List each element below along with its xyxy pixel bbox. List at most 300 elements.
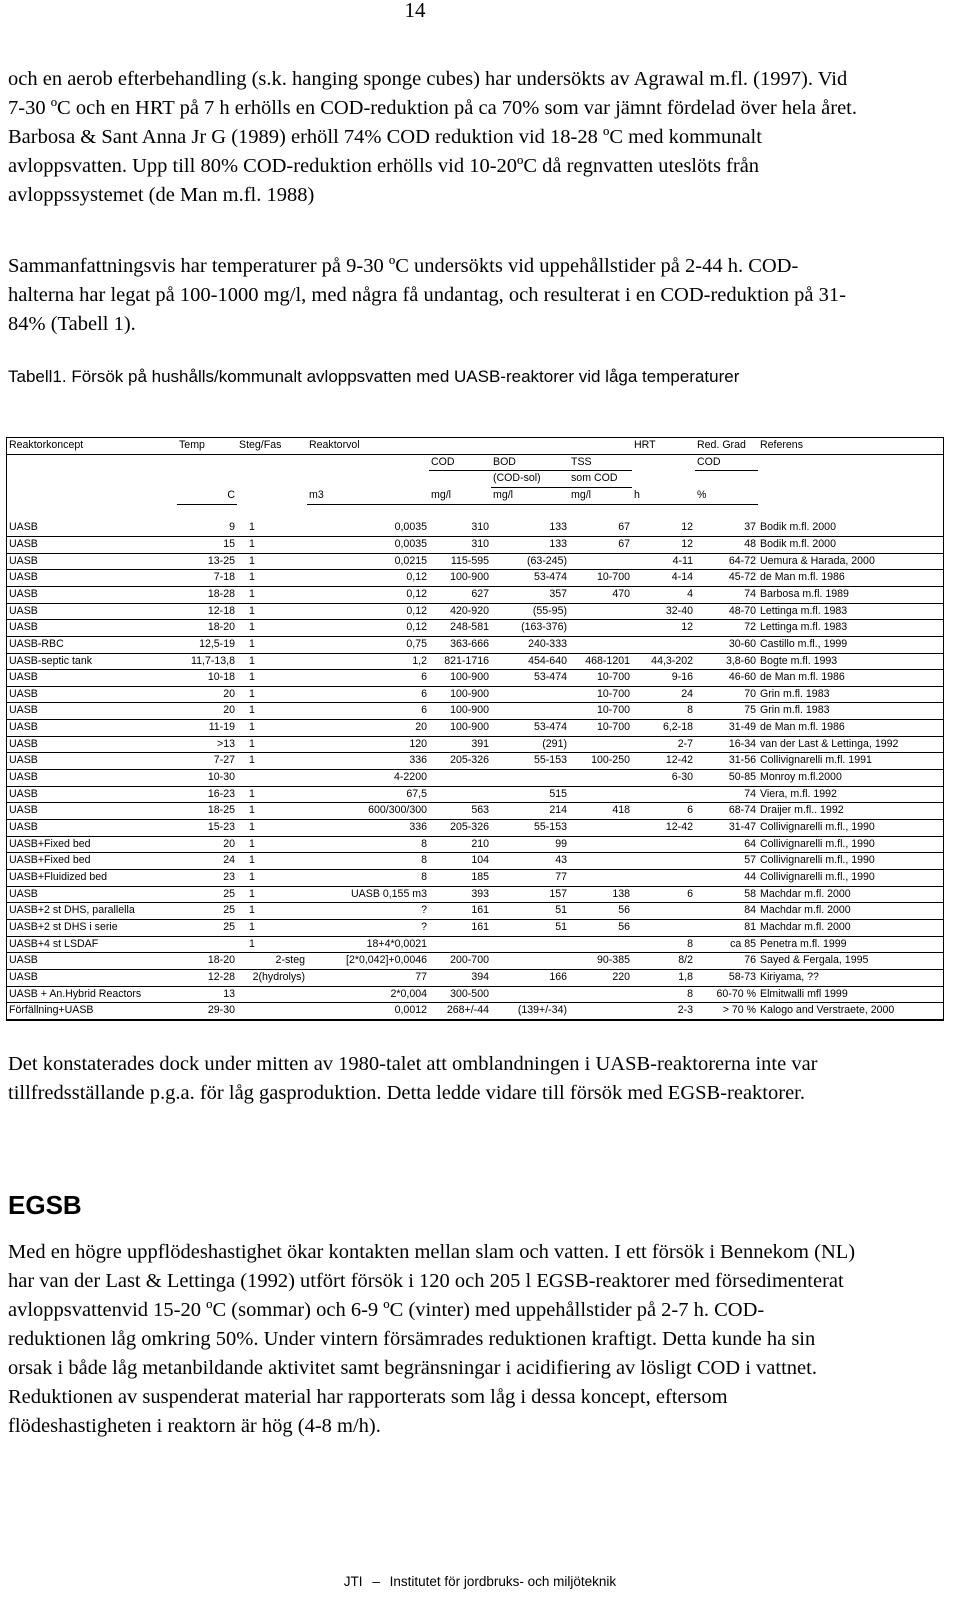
table-cell: Castillo m.fl., 1999 [758,636,943,653]
table-cell: 138 [569,886,632,903]
table-cell: 4 [632,586,695,603]
table-cell [569,553,632,570]
table-cell: 6-30 [632,770,695,787]
table-cell: 55-153 [491,820,569,837]
table-row [7,936,943,953]
table-cell: (291) [491,736,569,753]
table-cell: 9 [177,520,237,536]
table-cell: Lettinga m.fl. 1983 [758,603,943,620]
table-header-row [7,487,943,504]
table-cell: ? [307,903,429,920]
table-cell: 0,12 [307,570,429,587]
table-cell: 20 [307,720,429,737]
table-cell: 7-27 [177,753,237,770]
table-cell: Sayed & Fergala, 1995 [758,953,943,970]
table-cell: 0,12 [307,620,429,637]
table-header-cell: TSS [569,454,632,471]
table-cell: UASB [7,570,177,587]
table-cell: 67,5 [307,786,429,803]
table-caption: Tabell1. Försök på hushålls/kommunalt avloppsvatten med UASB-reaktorer vid låga temperaturer [8,367,740,386]
table-cell: 57 [695,853,758,870]
table-spacer-cell [695,504,758,520]
table-cell: 1 [237,836,307,853]
table-spacer-cell [632,504,695,520]
table-cell: 1 [237,553,307,570]
table-cell: Penetra m.fl. 1999 [758,936,943,953]
table-cell: 1 [237,936,307,953]
table-cell: Kiriyama, ?? [758,969,943,986]
table-cell: 18+4*0,0021 [307,936,429,953]
table-row [7,903,943,920]
table-cell: 18-25 [177,803,237,820]
table-spacer-cell [177,504,237,520]
table-cell [237,986,307,1003]
table-header-cell [695,471,758,488]
table-cell: van der Last & Lettinga, 1992 [758,736,943,753]
table-header-cell [7,454,177,471]
table-row [7,786,943,803]
table-row [7,686,943,703]
table-cell: 1 [237,703,307,720]
table-cell: UASB+4 st LSDAF [7,936,177,953]
table-cell: 133 [491,536,569,553]
table-cell [632,836,695,853]
table-cell: 8 [307,853,429,870]
table-cell [569,603,632,620]
table-cell: 1 [237,786,307,803]
table-cell: 6 [632,886,695,903]
table-cell: 18-20 [177,953,237,970]
table-cell: 393 [429,886,491,903]
table-cell: Machdar m.fl. 2000 [758,920,943,937]
table-header-cell [7,487,177,504]
table-header-cell: m3 [307,487,429,504]
table-cell: 1 [237,520,307,536]
table-cell: 100-900 [429,570,491,587]
table-cell: 1 [237,853,307,870]
table-cell: 56 [569,903,632,920]
table-header-cell [307,471,429,488]
table-cell [632,853,695,870]
table-cell: 205-326 [429,820,491,837]
table-cell: 90-385 [569,953,632,970]
table-row [7,753,943,770]
table-cell: Uemura & Harada, 2000 [758,553,943,570]
table-cell: UASB [7,820,177,837]
table-cell: 200-700 [429,953,491,970]
table-cell: 0,0035 [307,520,429,536]
table-cell: UASB+Fixed bed [7,853,177,870]
table-cell: 185 [429,870,491,887]
table-cell: 0,0215 [307,553,429,570]
table-cell: 0,75 [307,636,429,653]
table-row [7,986,943,1003]
table-spacer-cell [491,504,569,520]
table-header-cell: COD [429,454,491,471]
table-cell: 53-474 [491,670,569,687]
table-row [7,736,943,753]
table-cell: 43 [491,853,569,870]
table-row [7,520,943,536]
table-cell: 3,8-60 [695,653,758,670]
table-cell: 18-20 [177,620,237,637]
table-cell: 68-74 [695,803,758,820]
table-cell: UASB [7,736,177,753]
table-cell: 1 [237,886,307,903]
table-row [7,920,943,937]
table-cell: Kalogo and Verstraete, 2000 [758,1003,943,1020]
table-header-cell [429,438,491,454]
table-header-cell: Steg/Fas [237,438,307,454]
table-cell: 67 [569,536,632,553]
table-cell: 8 [632,936,695,953]
table-header-cell [177,471,237,488]
table-header-cell: COD [695,454,758,471]
table-cell: 74 [695,586,758,603]
table-cell: 25 [177,903,237,920]
page-footer [0,1574,960,1589]
table-cell: UASB + An.Hybrid Reactors [7,986,177,1003]
table-header-row [7,438,943,454]
table-cell: 23 [177,870,237,887]
table-cell: 627 [429,586,491,603]
table-cell: 8 [307,836,429,853]
table-header-row [7,454,943,471]
table-cell [569,870,632,887]
table-cell: 1 [237,686,307,703]
table-cell: 120 [307,736,429,753]
table-header-cell: Referens [758,438,943,454]
table-cell: 161 [429,903,491,920]
table-row [7,703,943,720]
table-cell: Barbosa m.fl. 1989 [758,586,943,603]
table-cell: 6 [307,703,429,720]
table-row [7,603,943,620]
table-cell: 357 [491,586,569,603]
table-cell [429,786,491,803]
table-cell: UASB [7,520,177,536]
table-cell: 31-47 [695,820,758,837]
table-cell: 310 [429,520,491,536]
table-cell: 44 [695,870,758,887]
paragraph-conclusion: Det konstaterades dock under mitten av 1980-talet att omblandningen i UASB-reaktorerna inte var tillfredsställande p.g.a. för låg gasproduktion. Detta ledde vidare till försök med EGSB-reaktorer. [8,1053,818,1104]
table-cell: 20 [177,703,237,720]
table-cell: 60-70 % [695,986,758,1003]
table-cell: 58 [695,886,758,903]
table-cell: 6 [632,803,695,820]
table-cell: 55-153 [491,753,569,770]
table-cell: ? [307,920,429,937]
table-spacer-cell [429,504,491,520]
table-cell: 4-14 [632,570,695,587]
table-cell [632,786,695,803]
table-cell: 31-49 [695,720,758,737]
table-spacer-row [7,504,943,520]
table-cell: Grin m.fl. 1983 [758,686,943,703]
table-cell [632,870,695,887]
table-cell: 1 [237,903,307,920]
table-cell: 563 [429,803,491,820]
table-cell: 454-640 [491,653,569,670]
table-header-cell: (COD-sol) [491,471,569,488]
table-cell: UASB+Fixed bed [7,836,177,853]
table-row [7,836,943,853]
table-cell: 12 [632,520,695,536]
table-header-cell [491,438,569,454]
table-header-cell: Reaktorkoncept [7,438,177,454]
section-heading: EGSB [8,1190,82,1220]
table-cell: 1 [237,920,307,937]
table-cell: 64-72 [695,553,758,570]
table-cell: Bodik m.fl. 2000 [758,536,943,553]
table-cell: 76 [695,953,758,970]
table-header-cell [632,471,695,488]
table-cell [491,953,569,970]
table-header-cell [758,487,943,504]
table-cell: de Man m.fl. 1986 [758,720,943,737]
table-cell: UASB-RBC [7,636,177,653]
table-cell [632,636,695,653]
table-cell: 10-18 [177,670,237,687]
table-cell: UASB [7,786,177,803]
table-cell: Collivignarelli m.fl., 1990 [758,820,943,837]
table-cell: 74 [695,786,758,803]
table-cell: 268+/-44 [429,1003,491,1020]
table-spacer-cell [307,504,429,520]
table-cell: 16-23 [177,786,237,803]
table-cell: 104 [429,853,491,870]
table-cell: 1,2 [307,653,429,670]
table-cell: UASB [7,720,177,737]
table-cell: 81 [695,920,758,937]
table-cell: 1 [237,603,307,620]
table-cell: 248-581 [429,620,491,637]
table-row [7,969,943,986]
table-cell: 2-steg [237,953,307,970]
table-header-cell: h [632,487,695,504]
table-cell: UASB [7,886,177,903]
table-row [7,870,943,887]
table-cell: 336 [307,820,429,837]
table-cell [429,770,491,787]
table-cell: Collivignarelli m.fl., 1990 [758,853,943,870]
table-cell: Lettinga m.fl. 1983 [758,620,943,637]
table-cell: 25 [177,886,237,903]
table-cell: 2-3 [632,1003,695,1020]
footer-dash: – [372,1574,380,1589]
table-cell: Bogte m.fl. 1993 [758,653,943,670]
table-cell: 70 [695,686,758,703]
table-cell [429,936,491,953]
table-cell: 0,12 [307,586,429,603]
table-cell: 12-18 [177,603,237,620]
table-cell: 2-7 [632,736,695,753]
table-cell: 37 [695,520,758,536]
table-cell: 1,8 [632,969,695,986]
table-cell: > 70 % [695,1003,758,1020]
table-cell: 64 [695,836,758,853]
table-cell: 4-2200 [307,770,429,787]
table-cell: 15-23 [177,820,237,837]
table-cell: 157 [491,886,569,903]
table-cell: 515 [491,786,569,803]
table-cell: 300-500 [429,986,491,1003]
table-cell: 10-700 [569,570,632,587]
table-cell [491,686,569,703]
table-row [7,886,943,903]
table-cell: 75 [695,703,758,720]
table-cell: 394 [429,969,491,986]
table-header-cell [758,454,943,471]
table-cell: 1 [237,620,307,637]
table-cell: 7-18 [177,570,237,587]
table-row [7,770,943,787]
table-cell: 1 [237,753,307,770]
table-header-cell [237,471,307,488]
table-header-cell [307,454,429,471]
table-cell: 12 [632,620,695,637]
table-cell: (55-95) [491,603,569,620]
table-cell: 77 [491,870,569,887]
table-cell: 46-60 [695,670,758,687]
table-cell: UASB [7,686,177,703]
table-header-cell [237,454,307,471]
table-cell: Monroy m.fl.2000 [758,770,943,787]
table-header-cell [429,471,491,488]
table-cell: 50-85 [695,770,758,787]
table-cell: 240-333 [491,636,569,653]
table-cell: Machdar m.fl. 2000 [758,886,943,903]
table-cell: 31-56 [695,753,758,770]
table-row [7,953,943,970]
table-cell: 161 [429,920,491,937]
table-cell [569,620,632,637]
table-cell: 100-900 [429,703,491,720]
table-cell [491,703,569,720]
table-cell [569,636,632,653]
table-cell: UASB [7,753,177,770]
table-cell: 210 [429,836,491,853]
table-cell: 13-25 [177,553,237,570]
table-cell [177,936,237,953]
table-header-cell [632,454,695,471]
table-row [7,536,943,553]
table-cell: 470 [569,586,632,603]
table-cell: 99 [491,836,569,853]
page-number: 14 [404,0,426,22]
table-cell: 13 [177,986,237,1003]
table-cell [569,770,632,787]
table-cell: 600/300/300 [307,803,429,820]
table-cell: 12,5-19 [177,636,237,653]
table-cell: [2*0,042]+0,0046 [307,953,429,970]
table-cell: 48-70 [695,603,758,620]
footer-org: JTI [343,1574,363,1589]
paragraph-egsb: Med en högre uppflödeshastighet ökar kontakten mellan slam och vatten. I ett försök i Bennekom (NL) har van der Last & Lettinga (1992) utfört försök i 120 och 205 l EGSB-reaktorer med försedimenterat avloppsvattenvid 15-20 ºC (sommar) och 6-9 ºC (vinter) med uppehållstider på 2-7 h. COD-reduktionen låg omkring 50%. Under vintern försämrades reduktionen kraftigt. Detta kunde ha sin orsak i både låg metanbildande aktivitet samt begränsningar i acidifiering av lösligt COD i vattnet. Reduktionen av suspenderat material har rapporterats som låg i dessa koncept, eftersom flödeshastigheten i reaktorn är hög (4-8 m/h). [8,1241,856,1437]
table-cell: 16-34 [695,736,758,753]
table-cell: UASB [7,586,177,603]
table-row [7,670,943,687]
table-spacer-cell [7,504,177,520]
table-cell: 8/2 [632,953,695,970]
table-cell: 77 [307,969,429,986]
table-cell: 20 [177,686,237,703]
table-row [7,803,943,820]
table-cell: 32-40 [632,603,695,620]
table-cell: 10-700 [569,703,632,720]
table-cell: de Man m.fl. 1986 [758,670,943,687]
table-cell: (139+/-34) [491,1003,569,1020]
table-cell: 214 [491,803,569,820]
table-cell: 1 [237,720,307,737]
table-header-cell: mg/l [491,487,569,504]
table-header-cell [569,438,632,454]
table-cell: 8 [632,703,695,720]
table-cell: 336 [307,753,429,770]
table-cell: 10-700 [569,686,632,703]
table-cell: 1 [237,670,307,687]
table-cell: 6 [307,670,429,687]
table-header-cell: som COD [569,471,632,488]
table-cell: 24 [632,686,695,703]
table-cell [632,903,695,920]
table-cell: UASB [7,536,177,553]
table-cell: 12 [632,536,695,553]
table-row [7,586,943,603]
table-row [7,636,943,653]
table-cell: 310 [429,536,491,553]
table-cell: UASB [7,703,177,720]
table-cell: 468-1201 [569,653,632,670]
table-cell: 51 [491,903,569,920]
table-cell: 391 [429,736,491,753]
data-table [6,437,944,1021]
table-cell: 53-474 [491,720,569,737]
table-row [7,853,943,870]
table-cell [569,853,632,870]
table-row [7,720,943,737]
table-header-row [7,471,943,488]
table-cell: UASB [7,803,177,820]
table-cell: 67 [569,520,632,536]
table-row [7,553,943,570]
table-cell: 15 [177,536,237,553]
table-cell: 6 [307,686,429,703]
table-cell [569,786,632,803]
table-cell: 48 [695,536,758,553]
table-header-cell: HRT [632,438,695,454]
table-cell: 1 [237,586,307,603]
table-cell: 53-474 [491,570,569,587]
table-cell: 133 [491,520,569,536]
table-cell: UASB+2 st DHS i serie [7,920,177,937]
table-cell: UASB [7,953,177,970]
table-cell: 8 [307,870,429,887]
table-cell: 10-30 [177,770,237,787]
table-cell: UASB [7,770,177,787]
table-cell: UASB [7,603,177,620]
table-cell: 45-72 [695,570,758,587]
table-cell: Viera, m.fl. 1992 [758,786,943,803]
table-cell: 12-42 [632,753,695,770]
table-cell: 100-900 [429,670,491,687]
table-cell: 58-73 [695,969,758,986]
table-cell: (163-376) [491,620,569,637]
table-cell: 44,3-202 [632,653,695,670]
table-header-cell: mg/l [429,487,491,504]
table-header-cell: BOD [491,454,569,471]
table-cell: 20 [177,836,237,853]
